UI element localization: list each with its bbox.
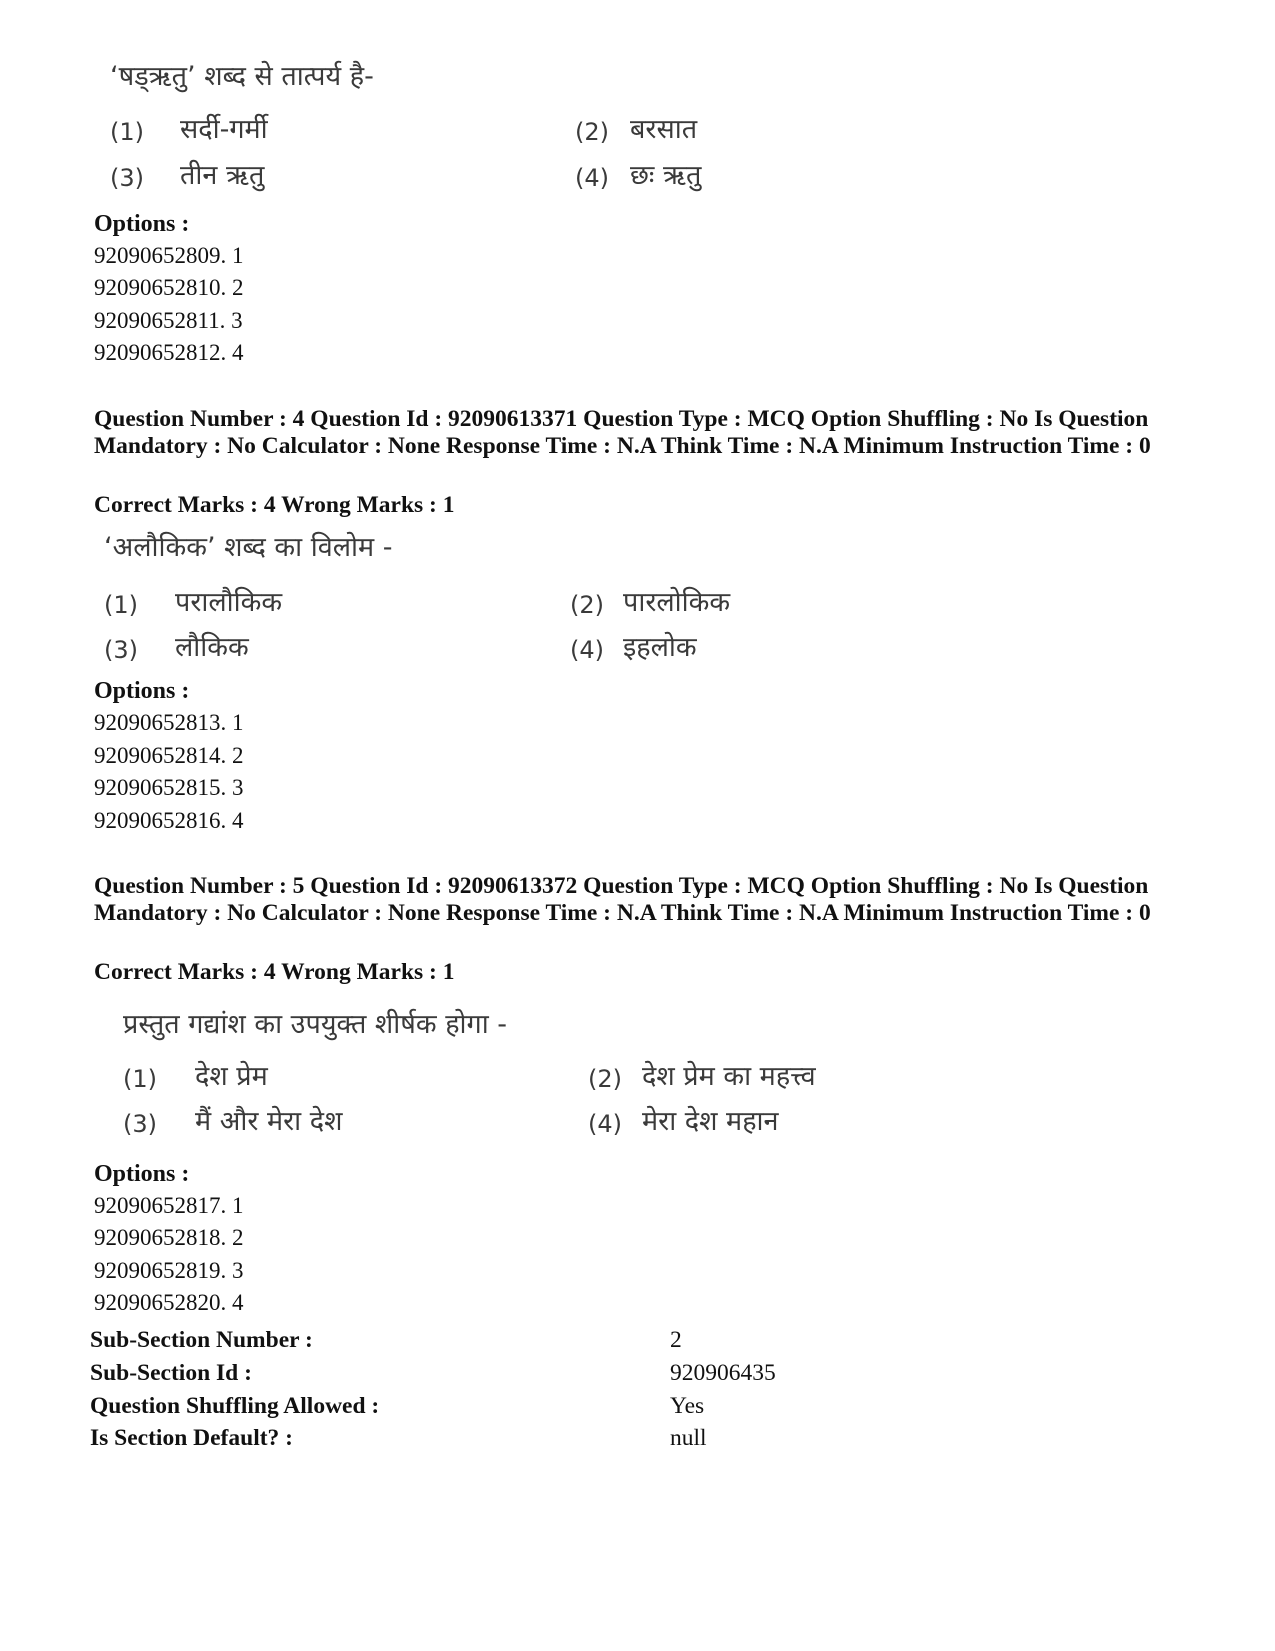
q3-choice-4-text: छः ऋतु [630,160,702,191]
question-shuffling-label: Question Shuffling Allowed : [90,1393,380,1419]
q4-meta: Question Number : 4 Question Id : 92090613371 Question Type : MCQ Option Shuffling : No Is Question Mandatory : No Calculator : None Response Time : N.A Think Time : N.A Minimum Instruction Time : 0 [94,406,1151,459]
q5-choice-3-text: मैं और मेरा देश [195,1106,343,1137]
q5-meta: Question Number : 5 Question Id : 92090613372 Question Type : MCQ Option Shuffling : No Is Question Mandatory : No Calculator : None Response Time : N.A Think Time : N.A Minimum Instruction Time : 0 [94,873,1151,926]
q4-choice-2-number: (2) [570,591,604,619]
q5-choice-2-text: देश प्रेम का महत्त्व [642,1061,816,1092]
q3-choice-1-text: सर्दी-गर्मी [180,114,268,145]
q3-prompt: ‘षड्ऋतु’ शब्द से तात्पर्य है- [110,61,374,92]
q3-options-label: Options : [94,211,190,237]
q5-options-label: Options : [94,1161,190,1187]
q3-choice-3-number: (3) [110,164,144,192]
q5-prompt: प्रस्तुत गद्यांश का उपयुक्त शीर्षक होगा - [123,1009,508,1040]
q5-choice-1-number: (1) [123,1065,157,1093]
q5-choice-2-number: (2) [588,1065,622,1093]
subsection-number-label: Sub-Section Number : [90,1327,313,1353]
question-shuffling-value: Yes [670,1393,705,1419]
q4-prompt: ‘अलौकिक’ शब्द का विलोम - [104,532,393,563]
q4-option-2: 92090652814. 2 [94,743,244,768]
subsection-id-label: Sub-Section Id : [90,1360,252,1386]
q4-choice-3-text: लौकिक [175,632,249,663]
q5-option-4: 92090652820. 4 [94,1290,244,1315]
q4-option-4: 92090652816. 4 [94,808,244,833]
q3-option-3: 92090652811. 3 [94,308,243,333]
q3-choice-4-number: (4) [575,164,609,192]
q4-option-3: 92090652815. 3 [94,775,244,800]
q4-choice-4-text: इहलोक [623,632,697,663]
q5-choice-4-text: मेरा देश महान [642,1106,779,1137]
q3-choice-2-text: बरसात [630,114,698,145]
q3-option-1: 92090652809. 1 [94,243,244,268]
q5-option-1: 92090652817. 1 [94,1193,244,1218]
q4-marks: Correct Marks : 4 Wrong Marks : 1 [94,492,455,518]
subsection-number-value: 2 [670,1327,682,1353]
q3-option-4: 92090652812. 4 [94,340,244,365]
q4-choice-1-text: परालौकिक [175,587,283,618]
subsection-id-value: 920906435 [670,1360,776,1386]
q4-choice-3-number: (3) [104,636,138,664]
q4-choice-1-number: (1) [104,591,138,619]
q4-choice-2-text: पारलोकिक [623,587,731,618]
q4-option-1: 92090652813. 1 [94,710,244,735]
q5-marks: Correct Marks : 4 Wrong Marks : 1 [94,959,455,985]
q3-choice-1-number: (1) [110,118,144,146]
q3-choice-3-text: तीन ऋतु [180,160,265,191]
q3-option-2: 92090652810. 2 [94,275,244,300]
q5-option-3: 92090652819. 3 [94,1258,244,1283]
q4-choice-4-number: (4) [570,636,604,664]
q5-choice-3-number: (3) [123,1110,157,1138]
q5-choice-4-number: (4) [588,1110,622,1138]
section-default-value: null [670,1425,707,1451]
q3-choice-2-number: (2) [575,118,609,146]
section-default-label: Is Section Default? : [90,1425,293,1451]
q5-option-2: 92090652818. 2 [94,1225,244,1250]
q4-options-label: Options : [94,678,190,704]
q5-choice-1-text: देश प्रेम [195,1061,268,1092]
